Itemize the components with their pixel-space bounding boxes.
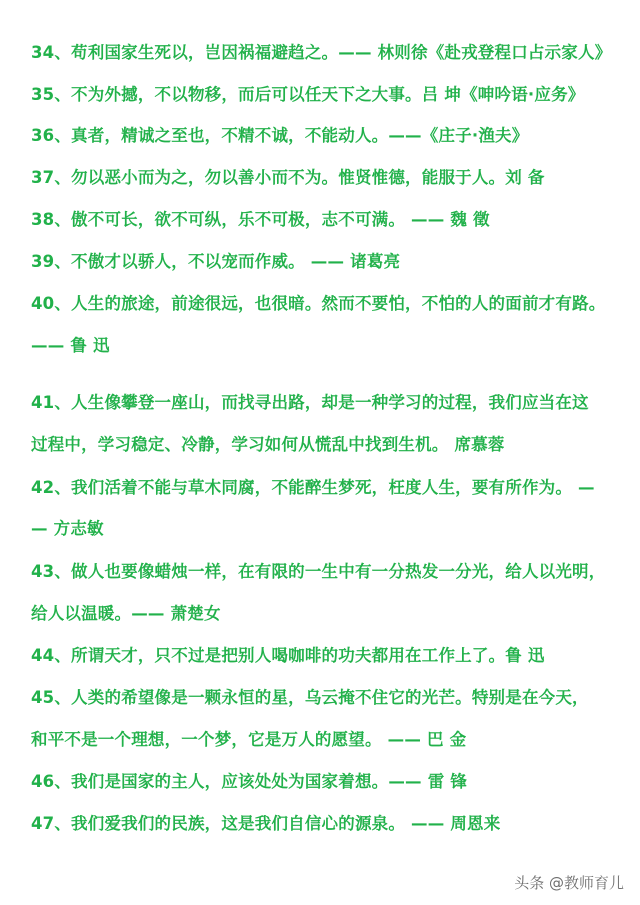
quote-34: 34、苟利国家生死以，岂因祸福避趋之。—— 林则徐《赴戎登程口占示家人》	[31, 43, 612, 62]
watermark: 头条 @教师育儿	[514, 874, 624, 892]
quote-42-line-1: 42、我们活着不能与草木同腐，不能醉生梦死，枉度人生，要有所作为。 —	[31, 478, 595, 497]
quote-36: 36、真者，精诚之至也，不精不诚，不能动人。——《庄子·渔夫》	[31, 126, 529, 145]
quote-42-author: — 方志敏	[31, 519, 104, 538]
quote-47: 47、我们爱我们的民族，这是我们自信心的源泉。 —— 周恩来	[31, 814, 501, 833]
quote-40-line-1: 40、人生的旅途，前途很远，也很暗。然而不要怕，不怕的人的面前才有路。	[31, 294, 606, 313]
quote-37: 37、勿以恶小而为之，勿以善小而不为。惟贤惟德，能服于人。刘 备	[31, 168, 545, 187]
quote-38: 38、傲不可长，欲不可纵，乐不可极，志不可满。 —— 魏 徵	[31, 210, 490, 229]
quote-41-line-1: 41、人生像攀登一座山，而找寻出路，却是一种学习的过程，我们应当在这	[31, 393, 589, 412]
quote-35: 35、不为外撼，不以物移，而后可以任天下之大事。吕 坤《呻吟语·应务》	[31, 85, 585, 104]
quote-40-author: —— 鲁 迅	[31, 336, 110, 355]
quote-45-line-1: 45、人类的希望像是一颗永恒的星，乌云掩不住它的光芒。特别是在今天，	[31, 688, 589, 707]
quote-43-line-1: 43、做人也要像蜡烛一样，在有限的一生中有一分热发一分光，给人以光明，	[31, 562, 606, 581]
quote-46: 46、我们是国家的主人，应该处处为国家着想。—— 雷 锋	[31, 772, 468, 791]
quote-43-line-2: 给人以温暖。—— 萧楚女	[31, 604, 221, 623]
quote-41-line-2: 过程中，学习稳定、冷静，学习如何从慌乱中找到生机。 席慕蓉	[31, 435, 505, 454]
quote-44: 44、所谓天才，只不过是把别人喝咖啡的功夫都用在工作上了。鲁 迅	[31, 646, 545, 665]
quote-45-line-2: 和平不是一个理想，一个梦，它是万人的愿望。 —— 巴 金	[31, 730, 467, 749]
quote-39: 39、不傲才以骄人，不以宠而作威。 —— 诸葛亮	[31, 252, 401, 271]
